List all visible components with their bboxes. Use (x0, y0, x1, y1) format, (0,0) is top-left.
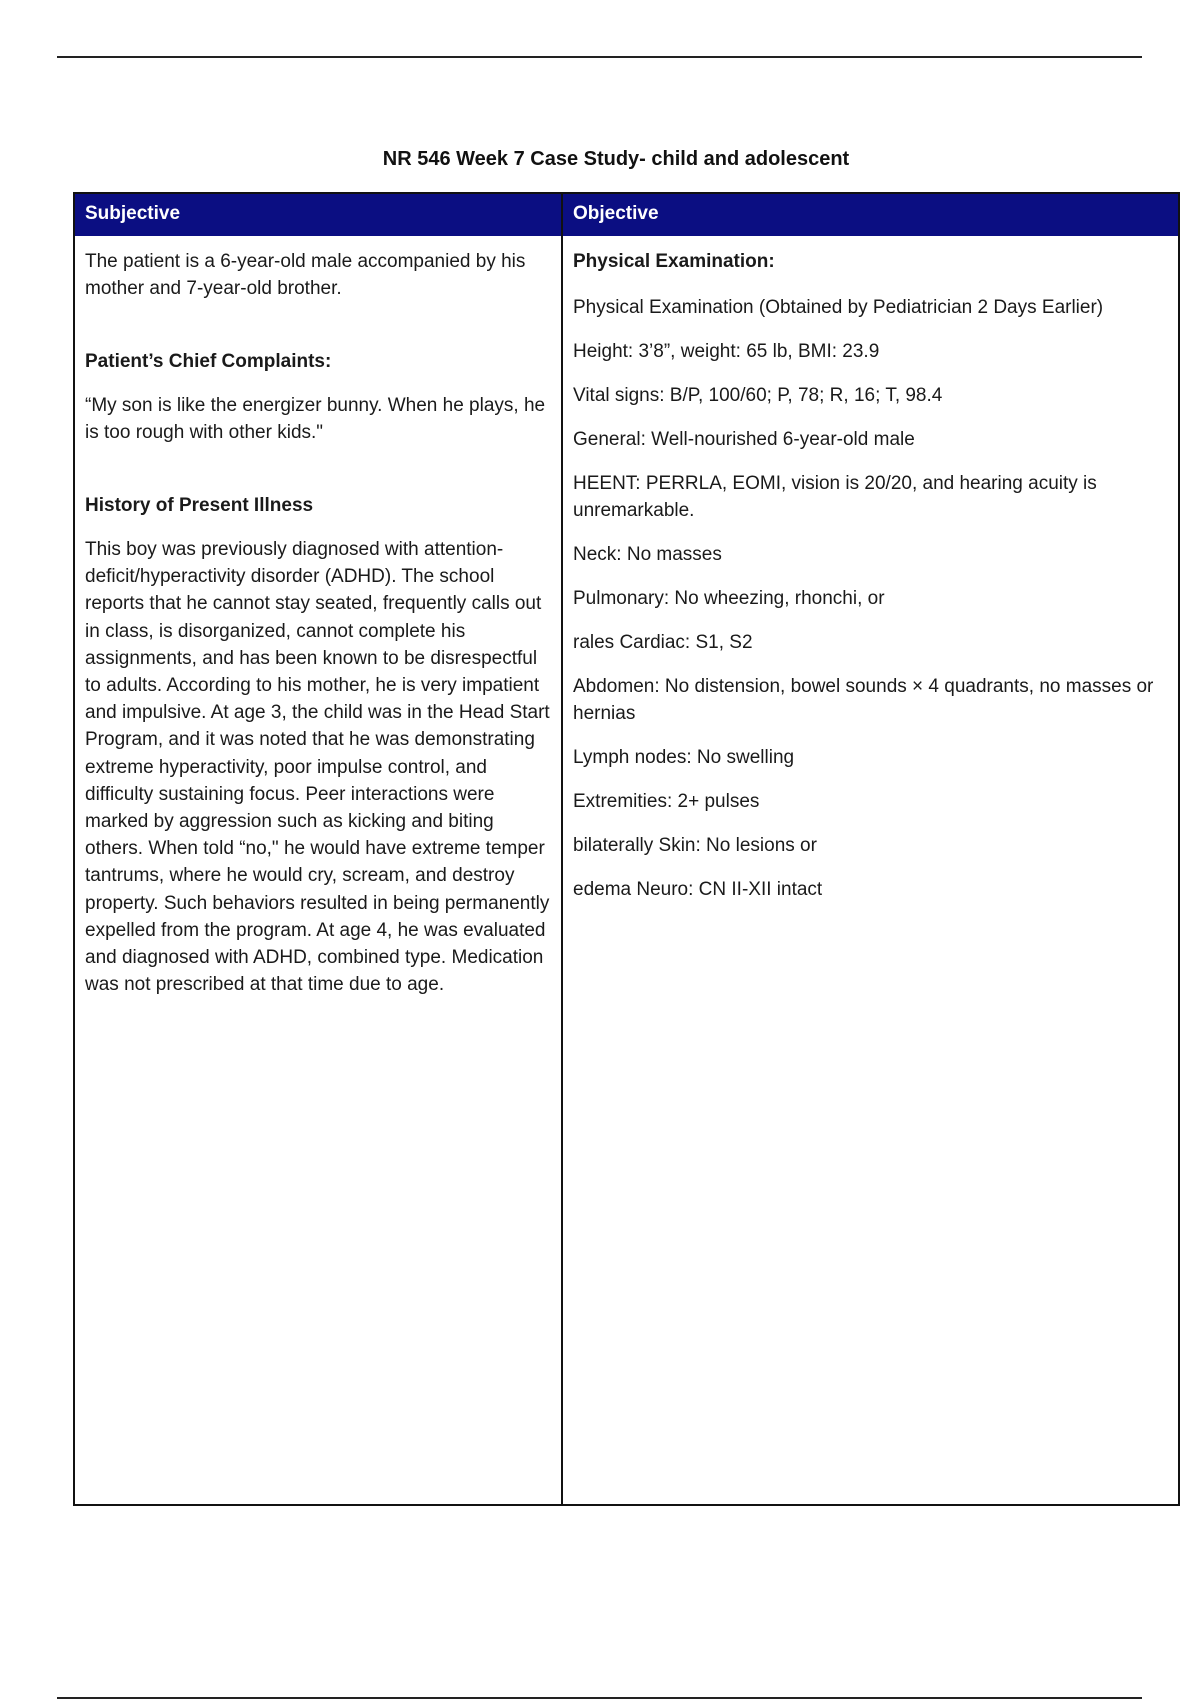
patient-intro: The patient is a 6-year-old male accompanied by his mother and 7-year-old brother. (85, 251, 526, 299)
exam-item: Pulmonary: No wheezing, rhonchi, or (573, 588, 885, 609)
objective-header: Objective (563, 194, 1178, 236)
exam-item: edema Neuro: CN II-XII intact (573, 879, 823, 900)
objective-body (563, 236, 1178, 903)
exam-item: rales Cardiac: S1, S2 (573, 632, 753, 653)
chief-complaints-quote: “My son is like the energizer bunny. When he plays, he is too rough with other kids." (85, 395, 546, 443)
exam-item: General: Well-nourished 6-year-old male (573, 429, 915, 450)
exam-item: Height: 3’8”, weight: 65 lb, BMI: 23.9 (573, 341, 880, 362)
physical-exam-heading: Physical Examination: (573, 251, 775, 272)
top-rule (57, 56, 1142, 58)
chief-complaints-heading: Patient’s Chief Complaints: (85, 351, 332, 372)
hpi-text: This boy was previously diagnosed with attention-deficit/hyperactivity disorder (ADHD). The school reports that he cannot stay seated, frequently calls out in class, is disorganized, cannot complete his assignments, and has been known to be disrespectful to adults. According to his mother, he is very impatient and impulsive. At age 3, the child was in the Head Start Program, and it was noted that he was demonstrating extreme hyperactivity, poor impulse control, and difficulty sustaining focus. Peer interactions were marked by aggression such as kicking and biting others. When told “no," he would have extreme temper tantrums, where he would cry, scream, and destroy property. Such behaviors resulted in being permanently expelled from the program. At age 4, he was evaluated and diagnosed with ADHD, combined type. Medication was not prescribed at that time due to age. (85, 539, 550, 996)
exam-item: Physical Examination (Obtained by Pediatrician 2 Days Earlier) (573, 297, 1104, 318)
exam-item: Vital signs: B/P, 100/60; P, 78; R, 16; T, 98.4 (573, 385, 943, 406)
hpi-heading: History of Present Illness (85, 495, 314, 516)
exam-item: bilaterally Skin: No lesions or (573, 835, 817, 856)
subjective-column (75, 194, 563, 1504)
subjective-body (75, 236, 561, 998)
exam-item: Abdomen: No distension, bowel sounds × 4 quadrants, no masses or hernias (573, 676, 1154, 724)
objective-column (563, 194, 1178, 1504)
exam-item: Lymph nodes: No swelling (573, 747, 795, 768)
bottom-rule (57, 1697, 1142, 1699)
document-title: NR 546 Week 7 Case Study- child and adolescent (382, 148, 850, 170)
exam-item: HEENT: PERRLA, EOMI, vision is 20/20, and hearing acuity is unremarkable. (573, 473, 1097, 521)
case-study-table (73, 192, 1180, 1506)
exam-item: Extremities: 2+ pulses (573, 791, 760, 812)
subjective-header: Subjective (75, 194, 561, 236)
exam-item: Neck: No masses (573, 544, 722, 565)
